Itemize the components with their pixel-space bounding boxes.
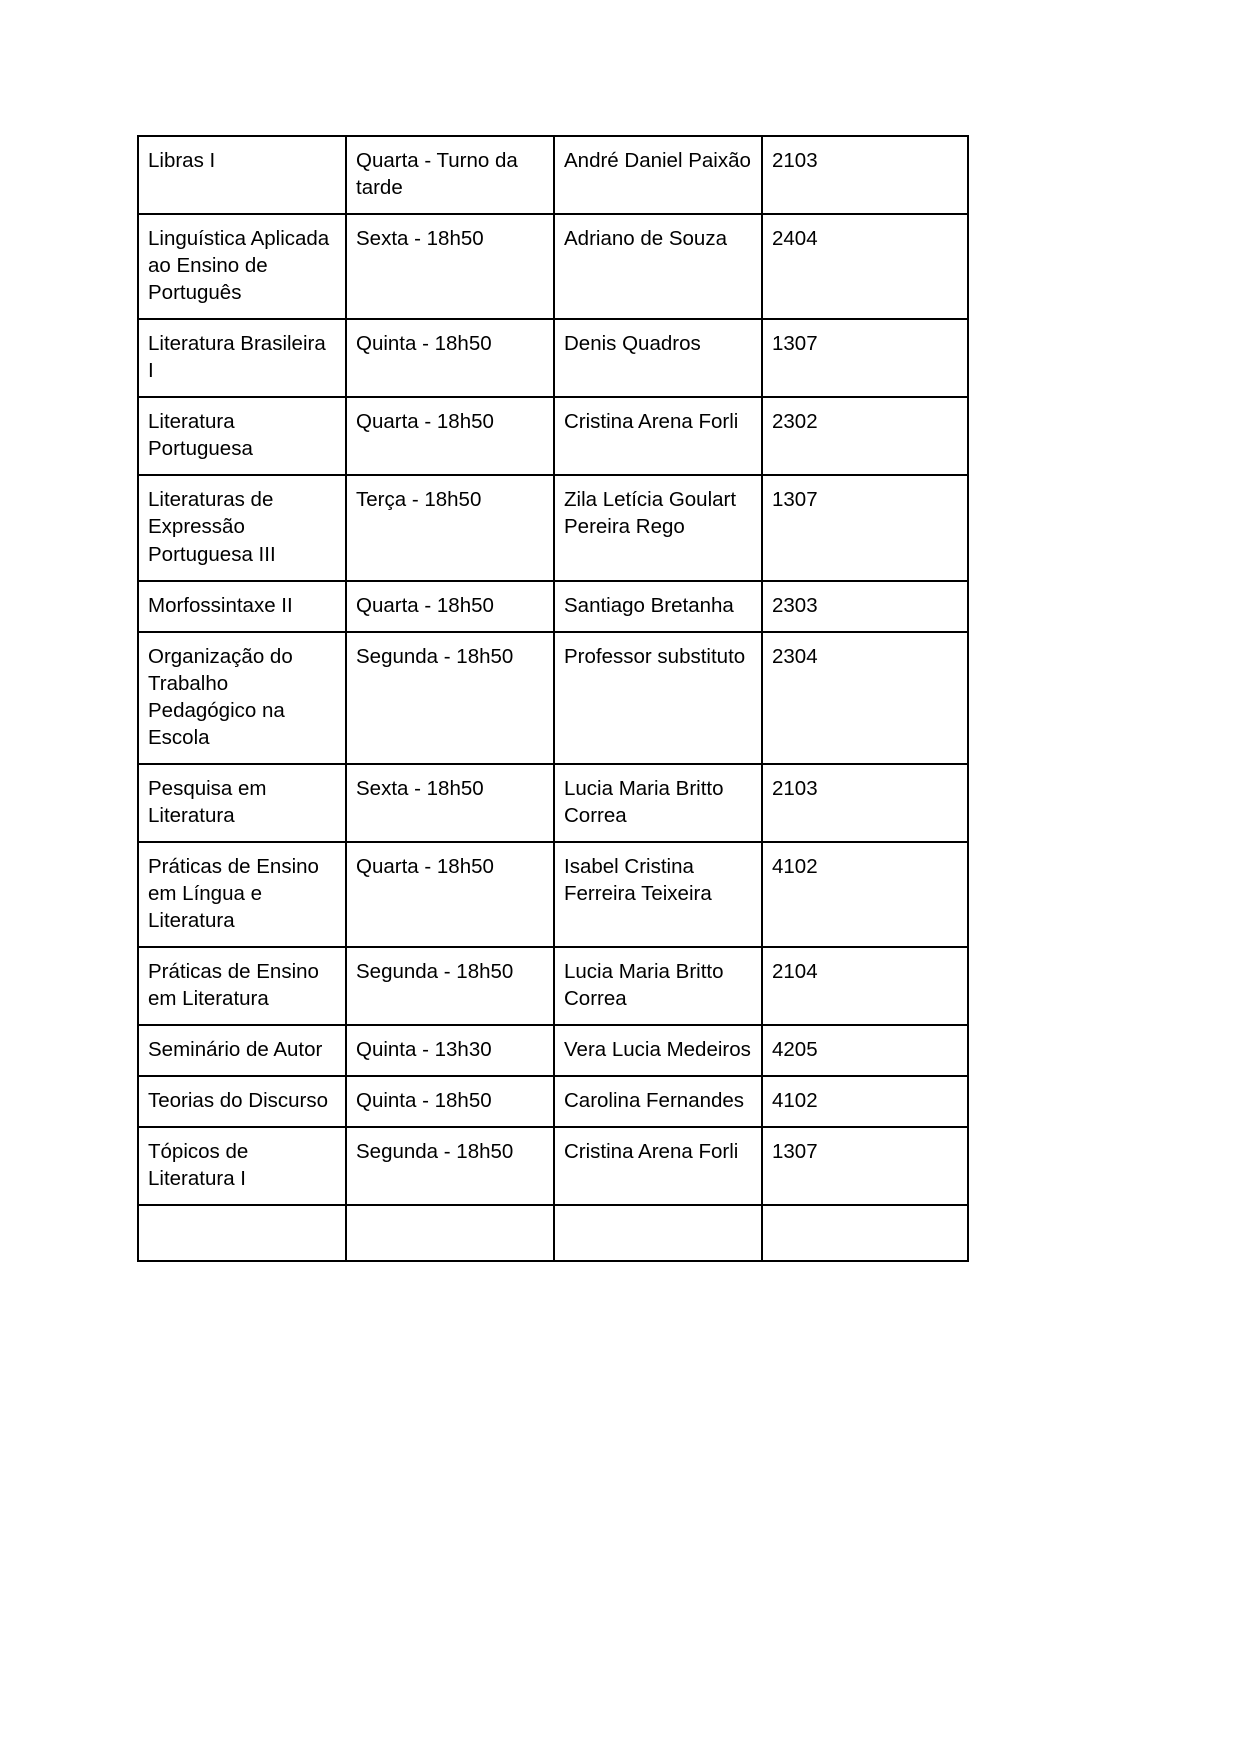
cell-disciplina: Tópicos de Literatura I [138,1127,346,1205]
table-row [138,842,968,947]
cell-sala: 2303 [762,581,968,632]
cell-sala: 1307 [762,319,968,397]
cell-horario: Segunda - 18h50 [346,947,554,1025]
cell-professor: Lucia Maria Britto Correa [554,764,762,842]
cell-sala: 2404 [762,214,968,319]
table-row [138,947,968,1025]
cell-disciplina: Organização do Trabalho Pedagógico na Escola [138,632,346,764]
cell-sala: 2103 [762,764,968,842]
table-row [138,214,968,319]
cell-professor: Isabel Cristina Ferreira Teixeira [554,842,762,947]
cell-professor: Carolina Fernandes [554,1076,762,1127]
cell-sala: 2103 [762,136,968,214]
cell-horario: Segunda - 18h50 [346,1127,554,1205]
schedule-table-body [138,136,968,1261]
cell-professor: Professor substituto [554,632,762,764]
table-row [138,1025,968,1076]
cell-sala: 4205 [762,1025,968,1076]
cell-disciplina: Teorias do Discurso [138,1076,346,1127]
cell-horario: Terça - 18h50 [346,475,554,580]
cell-sala: 1307 [762,475,968,580]
cell-professor: Santiago Bretanha [554,581,762,632]
cell-disciplina: Literatura Portuguesa [138,397,346,475]
cell-sala: 4102 [762,1076,968,1127]
cell-disciplina: Morfossintaxe II [138,581,346,632]
cell-disciplina: Linguística Aplicada ao Ensino de Português [138,214,346,319]
cell-sala: 4102 [762,842,968,947]
cell-sala: 2304 [762,632,968,764]
cell-disciplina: Libras I [138,136,346,214]
table-row [138,764,968,842]
cell-professor: Cristina Arena Forli [554,1127,762,1205]
cell-professor: Cristina Arena Forli [554,397,762,475]
cell-horario: Sexta - 18h50 [346,214,554,319]
cell-disciplina [138,1205,346,1261]
cell-disciplina: Seminário de Autor [138,1025,346,1076]
cell-professor: Vera Lucia Medeiros [554,1025,762,1076]
cell-sala: 2104 [762,947,968,1025]
cell-horario: Segunda - 18h50 [346,632,554,764]
schedule-table [137,135,969,1262]
cell-disciplina: Literaturas de Expressão Portuguesa III [138,475,346,580]
table-row [138,136,968,214]
cell-horario: Quarta - 18h50 [346,842,554,947]
cell-horario: Quinta - 18h50 [346,1076,554,1127]
cell-sala: 2302 [762,397,968,475]
cell-professor: Denis Quadros [554,319,762,397]
cell-professor: André Daniel Paixão [554,136,762,214]
cell-disciplina: Pesquisa em Literatura [138,764,346,842]
cell-sala: 1307 [762,1127,968,1205]
cell-horario: Quarta - 18h50 [346,581,554,632]
cell-horario: Quinta - 13h30 [346,1025,554,1076]
cell-professor [554,1205,762,1261]
cell-sala [762,1205,968,1261]
cell-professor: Zila Letícia Goulart Pereira Rego [554,475,762,580]
cell-professor: Adriano de Souza [554,214,762,319]
table-row [138,1076,968,1127]
cell-disciplina: Literatura Brasileira I [138,319,346,397]
table-row [138,1205,968,1261]
table-row [138,475,968,580]
cell-horario: Quarta - Turno da tarde [346,136,554,214]
table-row [138,632,968,764]
cell-horario: Quinta - 18h50 [346,319,554,397]
table-row [138,397,968,475]
cell-horario: Sexta - 18h50 [346,764,554,842]
cell-disciplina: Práticas de Ensino em Literatura [138,947,346,1025]
cell-horario [346,1205,554,1261]
cell-professor: Lucia Maria Britto Correa [554,947,762,1025]
table-row [138,581,968,632]
table-row [138,319,968,397]
table-row [138,1127,968,1205]
cell-horario: Quarta - 18h50 [346,397,554,475]
cell-disciplina: Práticas de Ensino em Língua e Literatura [138,842,346,947]
